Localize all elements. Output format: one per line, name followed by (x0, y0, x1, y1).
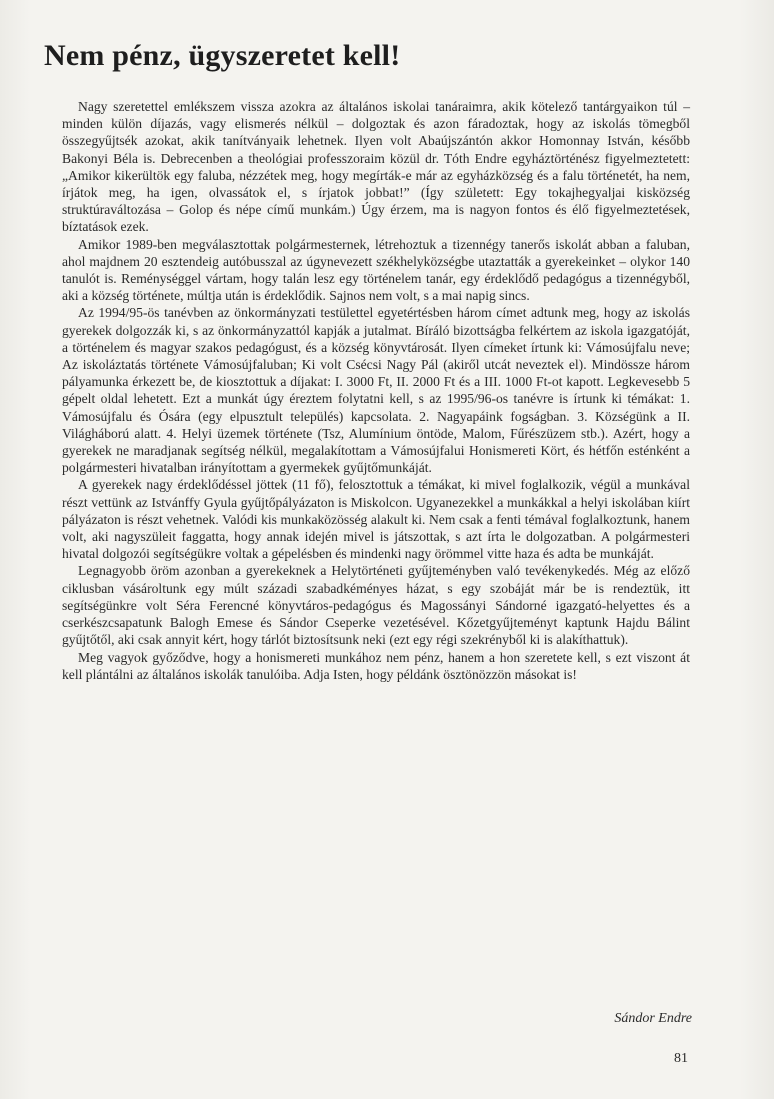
article-title: Nem pénz, ügyszeretet kell! (44, 39, 401, 72)
article-body (62, 98, 690, 683)
page-number: 81 (674, 1051, 688, 1066)
paragraph-5: Legnagyobb öröm azonban a gyerekeknek a Helytörténeti gyűjteményben való tevékenykedés. Még az előző ciklusban vásároltunk egy múlt századi szabadkéményes házat, s egy szobáját már be is rendeztük, itt segítségünkre volt Séra Ferencné könyvtáros-pedagógus és Magossányi Sándorné igazgató-helyettes és a cserkészcsapatunk Balogh Emese és Sándor Cseperke vezetésével. Kőzetgyűjteményt kaptunk Hajdu Bálint gyűjtőtől, aki csak annyit kért, hogy tárlót biztosítsunk neki (ezt egy régi szekrényből ki is alakíthattuk). (62, 563, 690, 648)
paragraph-2: Amikor 1989-ben megválasztottak polgármesternek, létrehoztuk a tizennégy tanerős iskolát abban a faluban, ahol majdnem 20 esztendeig autóbusszal az úgynevezett székhelyközségbe utaztatták a gyerekeinket – olykor 140 tanulót is. Reménységgel vártam, hogy talán lesz egy történelem tanár, egy érdeklődő pedagógus a tizennégyből, aki a község története, múltja után is érdeklődik. Sajnos nem volt, s a mai napig sincs. (62, 236, 690, 304)
paragraph-4: A gyerekek nagy érdeklődéssel jöttek (11 fő), felosztottuk a témákat, ki mivel foglalkozik, végül a munkával részt vettünk az Istvánffy Gyula gyűjtőpályázaton is Miskolcon. Ugyanezekkel a munkákkal a helyi iskolában kiírt pályázaton is részt vehetnek. Valódi kis munkaközösség alakult ki. Nem csak a fenti témával foglalkoztunk, hanem volt, aki nagyszüleit faggatta, hogy annak idején mivel is játszottak, s azt írta le dolgozatban. A polgármesteri hivatal dolgozói segítségükre voltak a gépelésben és mindenki nagy örömmel vitte haza és adta be munkáját. (62, 477, 690, 562)
paragraph-3: Az 1994/95-ös tanévben az önkormányzati testülettel egyetértésben három címet adtunk meg, hogy az iskolás gyerekek dolgozzák ki, s az önkormányzattól kapják a jutalmat. Bíráló bizottságba felkértem az iskola igazgatóját, a történelem és magyar szakos pedagógust, és a község könyvtárosát. Ilyen címeket írtunk ki: Vámosújfalu neve; Az iskoláztatás története Vámosújfaluban; Ki volt Csécsi Nagy Pál (akiről utcát neveztek el). Mindössze három pályamunka érkezett be, de kiosztottuk a díjakat: I. 3000 Ft, II. 2000 Ft és a III. 1000 Ft-ot kapott. Legkevesebb 5 gépelt oldal lehetett. Ezt a munkát úgy éreztem folytatni kell, s az 1995/96-os tanévre is írtunk ki témákat: 1. Vámosújfalu és Ósára (egy elpusztult település) kapcsolata. 2. Nagyapáink fogságban. 3. Községünk a II. Világháború alatt. 4. Helyi üzemek története (Tsz, Alumínium öntöde, Malom, Fűrészüzem stb.). Azért, hogy a gyerekek ne maradjanak segítség nélkül, megalakítottam a Vámosújfalui Honismereti Kört, és hétfőn esténként a polgármesteri hivatalban irányítottam a gyermekek gyűjtőmunkáját. (62, 305, 690, 476)
paragraph-1: Nagy szeretettel emlékszem vissza azokra az általános iskolai tanáraimra, akik kötelező tantárgyaikon túl – minden külön díjazás, vagy elismerés nélkül – dolgoztak és azon fáradoztak, hogy az iskolás tömegből összegyűjtsék azokat, akik tanítványaik lehetnek. Ilyen volt Abaújszántón akkor Homonnay István, később Bakonyi Béla is. Debrecenben a theológiai professzoraim közül dr. Tóth Endre egyháztörténész figyelmeztetett: „Amikor kikerültök egy faluba, nézzétek meg, hogy megírták-e már az egyházközség és a falu történetét, ha nem, írjátok meg, ha igen, olvassátok el, s írjatok jobbat!” (Így született: Egy tokajhegyaljai kisközség struktúraváltozása – Golop és népe című munkám.) Úgy érzem, ma is nagyon fontos és élő figyelmeztetések, bíztatások ezek. (62, 99, 690, 235)
paragraph-6: Meg vagyok győződve, hogy a honismereti munkához nem pénz, hanem a hon szeretete kell, s ezt viszont át kell plántálni az általános iskolák tanulóiba. Adja Isten, hogy példánk ösztönözzön másokat is! (62, 649, 690, 682)
author-signature: Sándor Endre (614, 1011, 692, 1026)
